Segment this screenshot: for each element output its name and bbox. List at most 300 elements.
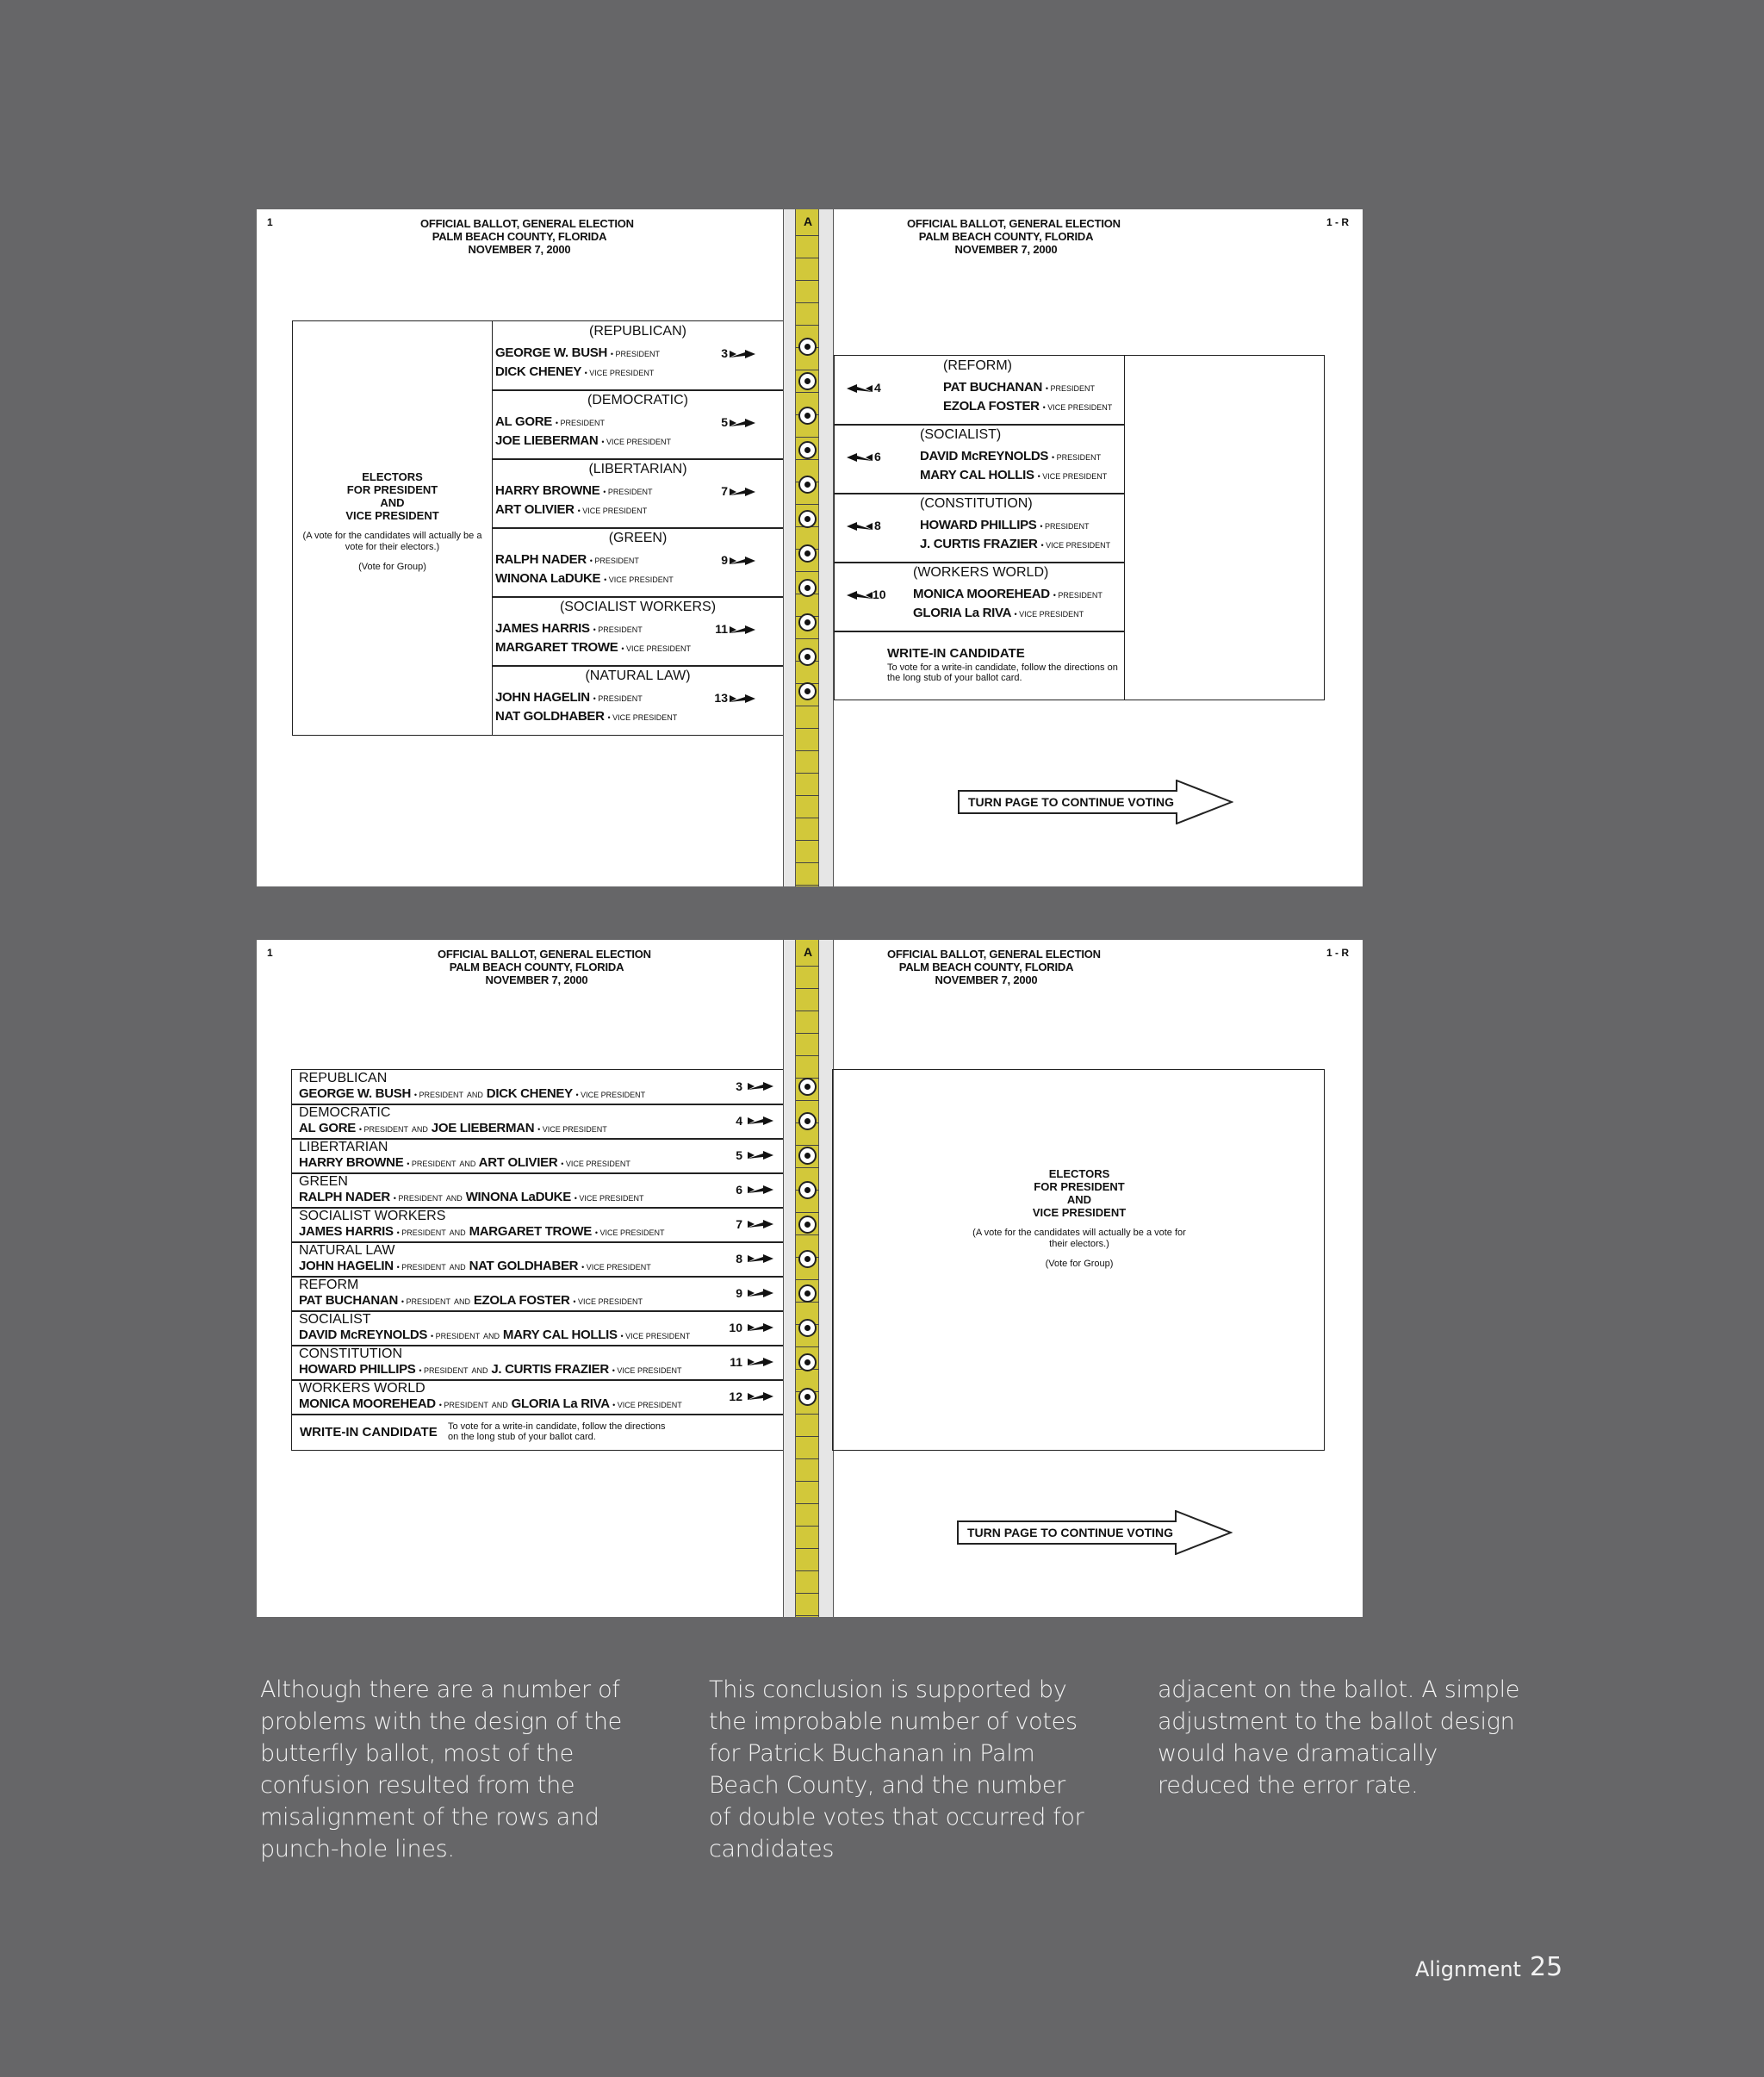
strip-tick bbox=[796, 280, 820, 281]
candidate-name-with-role bbox=[495, 364, 654, 379]
party-label: (REPUBLICAN) bbox=[589, 324, 686, 339]
header-line: OFFICIAL BALLOT, GENERAL ELECTION bbox=[907, 217, 1121, 230]
strip-tick bbox=[796, 392, 820, 393]
candidate-names bbox=[299, 1363, 681, 1377]
electors-vote-instruction: (Vote for Group) bbox=[358, 562, 426, 572]
role-label: • VICE PRESIDENT bbox=[537, 1125, 607, 1134]
president-line bbox=[913, 587, 1102, 601]
arrow-right-icon bbox=[748, 1253, 773, 1265]
vice-president-name: EZOLA FOSTER bbox=[473, 1293, 570, 1308]
candidate-names bbox=[299, 1156, 630, 1171]
candidate-name-with-role bbox=[495, 571, 674, 586]
arrow-left-icon bbox=[847, 520, 873, 532]
vice-president-name: WINONA LaDUKE bbox=[465, 1190, 571, 1204]
president-line bbox=[495, 483, 652, 498]
electors-note: (A vote for the candidates will actually be a vote for their electors.) bbox=[972, 1228, 1186, 1249]
butterfly-ballot bbox=[257, 209, 1363, 886]
president-name: AL GORE bbox=[299, 1121, 356, 1135]
party-label: (GREEN) bbox=[608, 531, 668, 545]
strip-tick bbox=[796, 988, 820, 989]
punch-hole-icon bbox=[798, 1147, 817, 1165]
strip-tick bbox=[796, 504, 820, 505]
president-name: JOHN HAGELIN bbox=[299, 1259, 394, 1273]
role-label: • PRESIDENT bbox=[1040, 522, 1090, 531]
party-label: SOCIALIST WORKERS bbox=[299, 1209, 446, 1223]
candidate-name: GLORIA La RIVA bbox=[913, 606, 1011, 620]
candidate-name-with-role bbox=[920, 449, 1101, 463]
write-in-note-line: on the long stub of your ballot card. bbox=[448, 1432, 596, 1442]
write-in-title: WRITE-IN CANDIDATE bbox=[300, 1425, 438, 1440]
punch-hole-icon bbox=[798, 1078, 817, 1096]
electors-note: (A vote for the candidates will actually be a vote for their electors.) bbox=[302, 531, 482, 552]
candidate-name-with-role bbox=[495, 552, 639, 567]
vice-president-name: J. CURTIS FRAZIER bbox=[491, 1362, 609, 1377]
punch-hole-icon bbox=[798, 1284, 817, 1303]
ballot-number: 7 bbox=[721, 484, 728, 498]
role-label: • VICE PRESIDENT bbox=[612, 1366, 682, 1375]
vice-president-name: GLORIA La RIVA bbox=[511, 1396, 610, 1411]
strip-label: A bbox=[803, 945, 813, 959]
arrow-right-icon bbox=[730, 348, 755, 360]
strip-tick bbox=[796, 638, 820, 639]
president-line bbox=[920, 518, 1090, 532]
strip-tick bbox=[796, 1212, 820, 1213]
punch-hole-icon bbox=[798, 407, 817, 425]
header-line: OFFICIAL BALLOT, GENERAL ELECTION bbox=[438, 948, 651, 961]
party-label: (SOCIALIST WORKERS) bbox=[559, 600, 717, 614]
candidate-name: DAVID McREYNOLDS bbox=[920, 449, 1049, 463]
role-label: • PRESIDENT bbox=[401, 1297, 451, 1306]
candidate-names bbox=[299, 1191, 643, 1205]
strip-tick bbox=[796, 1503, 820, 1504]
candidate-name: MONICA MOOREHEAD bbox=[913, 587, 1050, 601]
electors-block bbox=[295, 470, 489, 572]
president-name: PAT BUCHANAN bbox=[299, 1293, 399, 1308]
strip-tick bbox=[796, 1570, 820, 1571]
role-label: • PRESIDENT bbox=[593, 694, 643, 703]
ballot-right-page bbox=[834, 940, 1363, 1617]
party-label: REFORM bbox=[299, 1278, 359, 1292]
and-label: AND bbox=[466, 1091, 483, 1099]
president-name: HARRY BROWNE bbox=[299, 1155, 404, 1170]
arrow-right-icon bbox=[730, 624, 755, 636]
ballot-number: 5 bbox=[736, 1148, 742, 1162]
strip-tick bbox=[796, 966, 820, 967]
party-label: WORKERS WORLD bbox=[299, 1381, 425, 1396]
strip-tick bbox=[796, 1279, 820, 1280]
ballot-header bbox=[907, 217, 1121, 256]
ballot-header bbox=[420, 217, 634, 256]
page-number: 1 bbox=[267, 947, 273, 959]
punch-hole-icon bbox=[798, 648, 817, 666]
role-label: • VICE PRESIDENT bbox=[604, 575, 674, 584]
punch-strip-margin bbox=[783, 209, 795, 886]
page-number: 1 - R bbox=[1326, 216, 1350, 228]
strip-tick bbox=[796, 325, 820, 326]
and-label: AND bbox=[445, 1194, 463, 1203]
candidate-name: JOHN HAGELIN bbox=[495, 690, 590, 705]
strip-tick bbox=[796, 840, 820, 841]
president-line bbox=[943, 380, 1095, 395]
row-divider bbox=[493, 527, 783, 529]
candidate-name-with-role bbox=[920, 537, 1110, 551]
strip-tick bbox=[796, 862, 820, 863]
candidate-name-with-role bbox=[495, 621, 643, 636]
row-divider bbox=[493, 596, 783, 598]
candidate-name-with-role bbox=[495, 483, 652, 498]
arrow-right-icon bbox=[748, 1218, 773, 1230]
role-label: • VICE PRESIDENT bbox=[584, 369, 655, 377]
electors-vote-instruction: (Vote for Group) bbox=[1045, 1259, 1114, 1269]
punch-hole-icon bbox=[798, 1250, 817, 1268]
arrow-right-icon bbox=[748, 1390, 773, 1402]
president-line bbox=[495, 414, 605, 429]
candidate-name: HOWARD PHILLIPS bbox=[920, 518, 1037, 532]
vice-president-name: DICK CHENEY bbox=[486, 1086, 573, 1101]
punch-hole-icon bbox=[798, 338, 817, 356]
role-label: • VICE PRESIDENT bbox=[1037, 472, 1108, 481]
vice-president-name: MARGARET TROWE bbox=[469, 1224, 593, 1239]
and-label: AND bbox=[449, 1263, 466, 1272]
strip-tick bbox=[796, 750, 820, 751]
candidate-name: HARRY BROWNE bbox=[495, 483, 600, 498]
strip-tick bbox=[796, 1458, 820, 1459]
arrow-right-icon bbox=[730, 486, 755, 498]
candidate-name: JAMES HARRIS bbox=[495, 621, 590, 636]
candidate-name: NAT GOLDHABER bbox=[495, 709, 605, 724]
president-name: GEORGE W. BUSH bbox=[299, 1086, 411, 1101]
candidate-name: MARGARET TROWE bbox=[495, 640, 618, 655]
role-label: • PRESIDENT bbox=[396, 1228, 446, 1237]
party-label: (DEMOCRATIC) bbox=[587, 393, 689, 407]
ballot-left-page bbox=[257, 209, 783, 886]
ballot-number: 5 bbox=[721, 415, 728, 429]
party-label: DEMOCRATIC bbox=[299, 1105, 391, 1120]
electors-title: FOR PRESIDENT bbox=[346, 483, 438, 496]
candidate-name-with-role bbox=[495, 414, 605, 429]
and-label: AND bbox=[491, 1401, 508, 1409]
punch-hole-icon bbox=[798, 441, 817, 459]
punch-hole-strip bbox=[795, 209, 819, 886]
candidate-name-with-role bbox=[495, 709, 677, 724]
row-divider bbox=[834, 493, 1124, 494]
vice-president-name: JOE LIEBERMAN bbox=[431, 1121, 535, 1135]
role-label: • VICE PRESIDENT bbox=[601, 438, 671, 446]
punch-hole-icon bbox=[798, 1353, 817, 1371]
strip-tick bbox=[796, 1548, 820, 1549]
ballot-number: 13 bbox=[714, 691, 728, 705]
role-label: • VICE PRESIDENT bbox=[573, 1297, 643, 1306]
electors-title: FOR PRESIDENT bbox=[1034, 1180, 1125, 1193]
role-label: • PRESIDENT bbox=[419, 1366, 469, 1375]
strip-tick bbox=[796, 728, 820, 729]
punch-hole-icon bbox=[798, 579, 817, 597]
candidate-name: GEORGE W. BUSH bbox=[495, 345, 607, 360]
and-label: AND bbox=[459, 1160, 476, 1168]
punch-hole-icon bbox=[798, 1216, 817, 1234]
candidate-names bbox=[299, 1397, 682, 1412]
party-label: LIBERTARIAN bbox=[299, 1140, 388, 1154]
arrow-left-icon bbox=[847, 382, 873, 395]
president-name: DAVID McREYNOLDS bbox=[299, 1328, 428, 1342]
punch-hole-icon bbox=[798, 372, 817, 390]
body-column-3: adjacent on the ballot. A simple adjustment to the ballot design would have dramatically reduced the error rate. bbox=[1158, 1676, 1520, 1799]
role-label: • PRESIDENT bbox=[589, 557, 639, 565]
punch-strip-margin bbox=[819, 209, 834, 886]
strip-tick bbox=[796, 1481, 820, 1482]
page-number: 1 - R bbox=[1326, 947, 1350, 959]
strip-tick bbox=[796, 1100, 820, 1101]
candidate-name: PAT BUCHANAN bbox=[943, 380, 1043, 395]
row-divider bbox=[834, 631, 1124, 632]
role-label: • VICE PRESIDENT bbox=[561, 1160, 630, 1168]
party-label: REPUBLICAN bbox=[299, 1071, 388, 1085]
vice-president-line bbox=[495, 364, 654, 379]
candidate-name: EZOLA FOSTER bbox=[943, 399, 1040, 414]
electors-title: AND bbox=[380, 496, 405, 509]
arrow-right-icon bbox=[748, 1149, 773, 1161]
ballot-number: 8 bbox=[736, 1252, 742, 1265]
redesigned-ballot bbox=[257, 940, 1363, 1617]
president-line bbox=[495, 621, 643, 636]
electors-title: ELECTORS bbox=[1048, 1167, 1110, 1180]
president-line bbox=[495, 345, 660, 360]
row-divider bbox=[291, 1276, 784, 1278]
candidate-name: DICK CHENEY bbox=[495, 364, 581, 379]
candidate-names bbox=[299, 1259, 651, 1274]
role-label: • VICE PRESIDENT bbox=[621, 644, 691, 653]
role-label: • PRESIDENT bbox=[1045, 384, 1096, 393]
vice-president-name: ART OLIVIER bbox=[478, 1155, 558, 1170]
electors-title: AND bbox=[1066, 1193, 1092, 1206]
vice-president-line bbox=[920, 537, 1110, 551]
vice-president-line bbox=[495, 709, 677, 724]
party-label: SOCIALIST bbox=[299, 1312, 371, 1327]
party-label: CONSTITUTION bbox=[299, 1346, 402, 1361]
role-label: • PRESIDENT bbox=[430, 1332, 481, 1340]
ballot-left-page bbox=[257, 940, 783, 1617]
arrow-right-icon bbox=[748, 1080, 773, 1092]
blank-box bbox=[1124, 355, 1325, 700]
arrow-right-icon bbox=[748, 1356, 773, 1368]
role-label: • PRESIDENT bbox=[413, 1091, 464, 1099]
ballot-number: 3 bbox=[736, 1079, 742, 1093]
strip-tick bbox=[796, 1145, 820, 1146]
row-divider bbox=[493, 458, 783, 460]
punch-hole-strip bbox=[795, 940, 819, 1617]
footer-section-title: Alignment bbox=[1415, 1957, 1521, 1981]
role-label: • PRESIDENT bbox=[1053, 591, 1102, 600]
header-line: NOVEMBER 7, 2000 bbox=[935, 973, 1038, 986]
president-name: HOWARD PHILLIPS bbox=[299, 1362, 416, 1377]
candidate-name-with-role bbox=[495, 640, 691, 655]
arrow-left-icon bbox=[847, 451, 873, 463]
role-label: • VICE PRESIDENT bbox=[594, 1228, 665, 1237]
strip-tick bbox=[796, 1346, 820, 1347]
ballot-number: 4 bbox=[874, 381, 881, 395]
ballot-number: 12 bbox=[729, 1390, 742, 1403]
punch-hole-icon bbox=[798, 1388, 817, 1406]
ballot-number: 11 bbox=[730, 1355, 742, 1369]
party-label: (LIBERTARIAN) bbox=[588, 462, 687, 476]
role-label: • PRESIDENT bbox=[610, 350, 661, 358]
party-label: (REFORM) bbox=[943, 358, 1012, 373]
row-divider bbox=[291, 1172, 784, 1174]
strip-tick bbox=[796, 885, 820, 886]
ballot-number: 3 bbox=[721, 346, 728, 360]
row-divider bbox=[291, 1414, 784, 1415]
ballot-number: 8 bbox=[874, 519, 881, 532]
punch-strip-margin bbox=[783, 940, 795, 1617]
candidate-name: WINONA LaDUKE bbox=[495, 571, 601, 586]
strip-tick bbox=[796, 795, 820, 796]
president-name: MONICA MOOREHEAD bbox=[299, 1396, 436, 1411]
ballot-number: 9 bbox=[736, 1286, 742, 1300]
role-label: • VICE PRESIDENT bbox=[577, 507, 648, 515]
strip-tick bbox=[796, 235, 820, 236]
party-label: (NATURAL LAW) bbox=[585, 668, 691, 683]
vice-president-line bbox=[943, 399, 1112, 414]
role-label: • PRESIDENT bbox=[555, 419, 606, 427]
candidate-name-with-role bbox=[913, 606, 1084, 620]
role-label: • VICE PRESIDENT bbox=[581, 1263, 651, 1272]
page-number: 1 bbox=[267, 216, 273, 228]
and-label: AND bbox=[471, 1366, 488, 1375]
arrow-right-icon bbox=[730, 417, 755, 429]
president-name: RALPH NADER bbox=[299, 1190, 390, 1204]
party-label: (WORKERS WORLD) bbox=[913, 565, 1049, 580]
vice-president-line bbox=[495, 571, 674, 586]
ballot-number: 10 bbox=[729, 1321, 742, 1334]
arrow-right-icon bbox=[730, 693, 755, 705]
role-label: • PRESIDENT bbox=[396, 1263, 446, 1272]
row-divider bbox=[834, 424, 1124, 426]
role-label: • VICE PRESIDENT bbox=[575, 1091, 646, 1099]
and-label: AND bbox=[449, 1228, 466, 1237]
role-label: • VICE PRESIDENT bbox=[620, 1332, 691, 1340]
footer-page-number: 25 bbox=[1530, 1952, 1563, 1982]
vice-president-line bbox=[495, 640, 691, 655]
role-label: • VICE PRESIDENT bbox=[607, 713, 678, 722]
candidate-name: MARY CAL HOLLIS bbox=[920, 468, 1034, 482]
candidate-names bbox=[299, 1328, 690, 1343]
candidate-name: AL GORE bbox=[495, 414, 552, 429]
header-line: NOVEMBER 7, 2000 bbox=[485, 973, 588, 986]
candidate-name-with-role bbox=[920, 518, 1090, 532]
candidate-name-with-role bbox=[913, 587, 1102, 601]
strip-tick bbox=[796, 302, 820, 303]
ballot-right-page bbox=[834, 209, 1363, 886]
punch-hole-icon bbox=[798, 476, 817, 494]
party-label: NATURAL LAW bbox=[299, 1243, 395, 1258]
candidate-name: J. CURTIS FRAZIER bbox=[920, 537, 1038, 551]
role-label: • PRESIDENT bbox=[407, 1160, 457, 1168]
candidate-name-with-role bbox=[495, 433, 671, 448]
candidate-names bbox=[299, 1122, 607, 1136]
ballot-number: 7 bbox=[736, 1217, 742, 1231]
candidate-name: JOE LIEBERMAN bbox=[495, 433, 599, 448]
party-label: (CONSTITUTION) bbox=[920, 496, 1033, 511]
punch-hole-icon bbox=[798, 1181, 817, 1199]
arrow-right-icon bbox=[748, 1184, 773, 1196]
candidate-name: ART OLIVIER bbox=[495, 502, 575, 517]
candidate-names bbox=[299, 1087, 645, 1102]
ballot-header bbox=[887, 948, 1101, 986]
strip-tick bbox=[796, 1414, 820, 1415]
vice-president-line bbox=[913, 606, 1084, 620]
punch-hole-icon bbox=[798, 682, 817, 700]
vice-president-line bbox=[495, 433, 671, 448]
body-column-1: Although there are a number of problems with the design of the butterfly ballot, most of the confusion resulted from the misalignment of the rows and punch-hole lines. bbox=[260, 1676, 622, 1862]
strip-tick bbox=[796, 459, 820, 460]
ballot-number: 11 bbox=[715, 622, 728, 636]
ballot-number: 10 bbox=[873, 588, 886, 601]
candidate-name: RALPH NADER bbox=[495, 552, 587, 567]
ballot-number: 4 bbox=[736, 1114, 742, 1128]
and-label: AND bbox=[453, 1297, 470, 1306]
candidate-name-with-role bbox=[495, 345, 660, 360]
role-label: • PRESIDENT bbox=[438, 1401, 488, 1409]
president-line bbox=[920, 449, 1101, 463]
role-label: • PRESIDENT bbox=[358, 1125, 409, 1134]
role-label: • VICE PRESIDENT bbox=[612, 1401, 682, 1409]
strip-tick bbox=[796, 773, 820, 774]
punch-hole-icon bbox=[798, 1319, 817, 1337]
strip-tick bbox=[796, 1593, 820, 1594]
header-line: PALM BEACH COUNTY, FLORIDA bbox=[918, 230, 1094, 243]
strip-tick bbox=[796, 1234, 820, 1235]
role-label: • VICE PRESIDENT bbox=[574, 1194, 644, 1203]
vice-president-line bbox=[495, 502, 647, 517]
header-line: OFFICIAL BALLOT, GENERAL ELECTION bbox=[420, 217, 634, 230]
role-label: • PRESIDENT bbox=[593, 625, 643, 634]
candidate-name-with-role bbox=[943, 399, 1112, 414]
strip-label: A bbox=[803, 215, 813, 228]
header-line: OFFICIAL BALLOT, GENERAL ELECTION bbox=[887, 948, 1101, 961]
punch-hole-icon bbox=[798, 613, 817, 631]
write-in-note: To vote for a write-in candidate, follow the directions on the long stub of your ballot card. bbox=[887, 662, 1118, 683]
strip-tick bbox=[796, 1615, 820, 1616]
strip-tick bbox=[796, 437, 820, 438]
arrow-right-icon bbox=[748, 1321, 773, 1334]
punch-hole-icon bbox=[798, 1112, 817, 1130]
party-label: (SOCIALIST) bbox=[920, 427, 1002, 442]
ballot-header bbox=[438, 948, 651, 986]
write-in-title: WRITE-IN CANDIDATE bbox=[887, 646, 1025, 661]
header-line: NOVEMBER 7, 2000 bbox=[468, 243, 571, 256]
header-line: PALM BEACH COUNTY, FLORIDA bbox=[449, 961, 624, 973]
president-line bbox=[495, 690, 643, 705]
punch-hole-icon bbox=[798, 544, 817, 563]
and-label: AND bbox=[483, 1332, 500, 1340]
electors-title: VICE PRESIDENT bbox=[1032, 1206, 1127, 1219]
vice-president-line bbox=[920, 468, 1107, 482]
strip-tick bbox=[796, 1055, 820, 1056]
electors-block bbox=[972, 1167, 1187, 1269]
arrow-left-icon bbox=[847, 589, 873, 601]
electors-title: ELECTORS bbox=[362, 470, 423, 483]
candidate-names bbox=[299, 1225, 665, 1240]
role-label: • PRESIDENT bbox=[393, 1194, 443, 1203]
role-label: • VICE PRESIDENT bbox=[1042, 403, 1113, 412]
arrow-right-icon bbox=[748, 1115, 773, 1127]
arrow-right-icon bbox=[730, 555, 755, 567]
vice-president-name: NAT GOLDHABER bbox=[469, 1259, 579, 1273]
strip-tick bbox=[796, 1526, 820, 1527]
strip-tick bbox=[796, 1436, 820, 1437]
electors-title: VICE PRESIDENT bbox=[345, 509, 439, 522]
candidate-name-with-role bbox=[943, 380, 1095, 395]
